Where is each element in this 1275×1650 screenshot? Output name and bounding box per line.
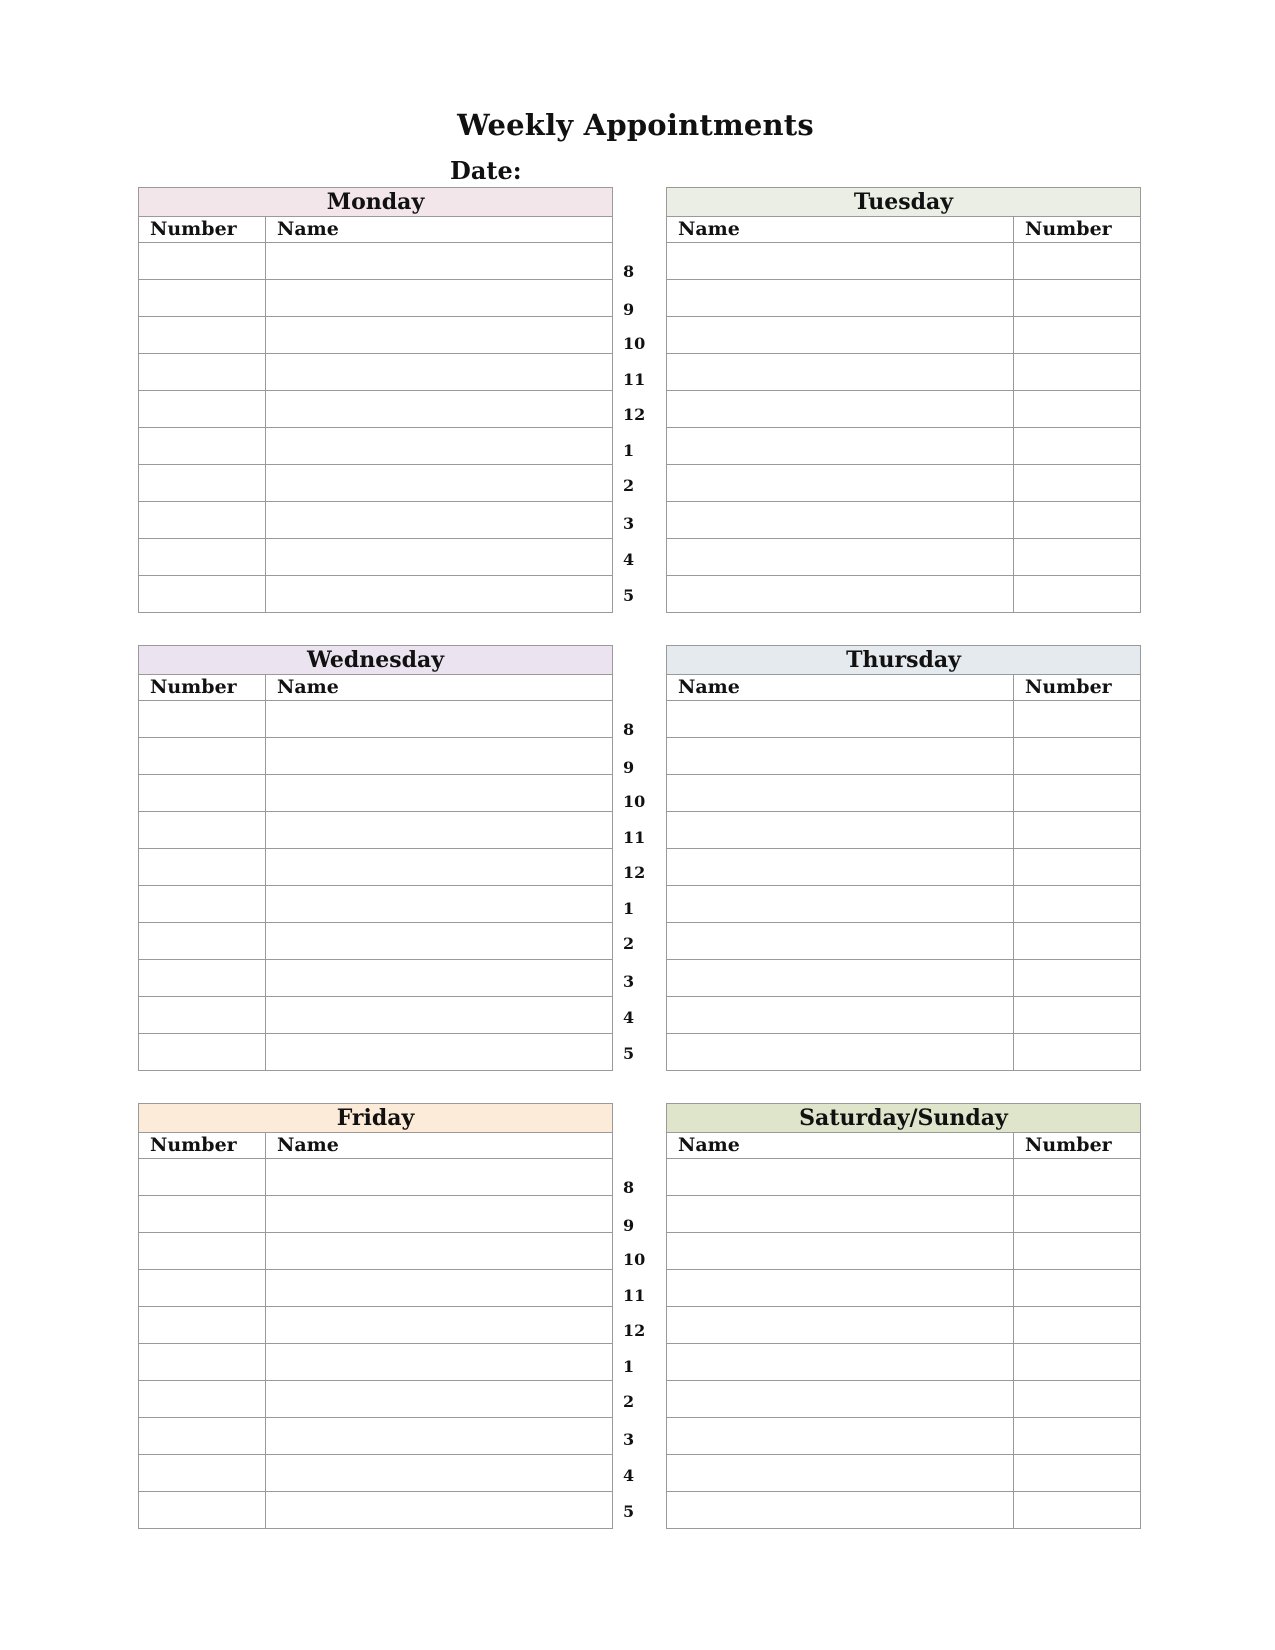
name-cell[interactable] [667,317,1014,354]
name-cell[interactable] [266,576,613,613]
appointment-row [667,502,1141,539]
appointment-row [139,923,613,960]
name-cell[interactable] [266,886,613,923]
name-cell[interactable] [667,1418,1014,1455]
time-slot-label: 5 [623,586,635,605]
number-cell[interactable] [1014,1196,1141,1233]
number-cell[interactable] [1014,465,1141,502]
appointment-row [667,923,1141,960]
number-cell[interactable] [139,812,266,849]
appointment-row [139,576,613,613]
number-cell[interactable] [1014,1159,1141,1196]
name-cell[interactable] [266,465,613,502]
name-cell[interactable] [667,280,1014,317]
number-cell[interactable] [1014,280,1141,317]
name-cell[interactable] [266,1307,613,1344]
column-header-number: Number [1014,675,1141,701]
appointment-row [667,243,1141,280]
appointment-row [667,354,1141,391]
name-cell[interactable] [266,243,613,280]
name-cell[interactable] [667,1196,1014,1233]
appointment-row [667,428,1141,465]
time-slot-label: 12 [623,1321,646,1340]
appointment-row [139,1418,613,1455]
appointment-row [139,317,613,354]
appointment-row [139,539,613,576]
appointment-row [139,1270,613,1307]
time-slot-label: 11 [623,370,646,389]
name-cell[interactable] [266,317,613,354]
name-cell[interactable] [667,243,1014,280]
appointment-row [139,1196,613,1233]
number-cell[interactable] [139,576,266,613]
appointment-row [667,775,1141,812]
name-cell[interactable] [266,1270,613,1307]
number-cell[interactable] [139,539,266,576]
appointment-row [667,701,1141,738]
name-cell[interactable] [266,738,613,775]
time-slot-label: 10 [623,1250,646,1269]
page-title-text: Weekly Appointments [457,108,814,142]
appointment-row [667,812,1141,849]
name-cell[interactable] [667,886,1014,923]
column-header-name: Name [266,217,613,243]
name-cell[interactable] [266,1233,613,1270]
number-cell[interactable] [139,502,266,539]
appointment-row [139,738,613,775]
appointment-row [139,812,613,849]
appointment-row [139,886,613,923]
time-slot-label: 2 [623,1392,635,1411]
number-cell[interactable] [1014,1418,1141,1455]
name-cell[interactable] [667,775,1014,812]
number-cell[interactable] [1014,1455,1141,1492]
name-cell[interactable] [667,576,1014,613]
name-cell[interactable] [266,1381,613,1418]
number-cell[interactable] [1014,576,1141,613]
time-slot-label: 9 [623,300,635,319]
time-slot-label: 8 [623,262,635,281]
name-cell[interactable] [667,1034,1014,1071]
number-cell[interactable] [139,1196,266,1233]
number-cell[interactable] [139,1381,266,1418]
name-cell[interactable] [266,923,613,960]
name-cell[interactable] [266,354,613,391]
appointment-row [667,997,1141,1034]
time-slot-label: 1 [623,899,635,918]
appointment-row [139,1492,613,1529]
day-header-thursday: Thursday [667,646,1141,675]
number-cell[interactable] [139,701,266,738]
number-cell[interactable] [1014,243,1141,280]
number-cell[interactable] [139,775,266,812]
day-table-friday [138,1103,613,1529]
appointment-row [667,1307,1141,1344]
number-cell[interactable] [1014,502,1141,539]
appointment-row [667,1196,1141,1233]
appointment-row [667,1233,1141,1270]
appointment-row [139,1455,613,1492]
number-cell[interactable] [139,354,266,391]
number-cell[interactable] [139,886,266,923]
day-table-wednesday [138,645,613,1071]
number-cell[interactable] [139,1344,266,1381]
name-cell[interactable] [266,280,613,317]
day-header-wednesday: Wednesday [139,646,613,675]
day-table-saturday-sunday [666,1103,1141,1529]
column-header-name: Name [266,675,613,701]
number-cell[interactable] [1014,1492,1141,1529]
number-cell[interactable] [139,391,266,428]
name-cell[interactable] [667,812,1014,849]
appointment-row [139,960,613,997]
appointment-row [139,280,613,317]
number-cell[interactable] [139,1159,266,1196]
appointment-row [139,701,613,738]
number-cell[interactable] [1014,1270,1141,1307]
day-header-saturday-sunday: Saturday/Sunday [667,1104,1141,1133]
name-cell[interactable] [266,997,613,1034]
number-cell[interactable] [139,997,266,1034]
number-cell[interactable] [139,1492,266,1529]
number-cell[interactable] [139,849,266,886]
number-cell[interactable] [1014,701,1141,738]
appointment-row [667,280,1141,317]
appointment-row [667,1455,1141,1492]
day-header-monday: Monday [139,188,613,217]
name-cell[interactable] [266,1159,613,1196]
number-cell[interactable] [1014,539,1141,576]
column-header-number: Number [139,217,266,243]
appointment-row [667,391,1141,428]
appointment-row [667,317,1141,354]
appointment-row [139,1034,613,1071]
number-cell[interactable] [139,1418,266,1455]
name-cell[interactable] [266,1034,613,1071]
appointment-row [667,1381,1141,1418]
column-header-number: Number [1014,1133,1141,1159]
time-slot-label: 4 [623,1008,635,1027]
day-table-monday [138,187,613,613]
appointment-row [139,502,613,539]
number-cell[interactable] [1014,391,1141,428]
name-cell[interactable] [667,1455,1014,1492]
name-cell[interactable] [266,428,613,465]
appointment-row [667,1270,1141,1307]
time-slot-label: 4 [623,1466,635,1485]
time-slot-label: 3 [623,1430,635,1449]
name-cell[interactable] [266,1418,613,1455]
time-slot-label: 12 [623,863,646,882]
appointment-row [139,243,613,280]
number-cell[interactable] [139,960,266,997]
number-cell[interactable] [139,428,266,465]
time-slot-label: 4 [623,550,635,569]
number-cell[interactable] [1014,775,1141,812]
name-cell[interactable] [266,391,613,428]
name-cell[interactable] [667,1381,1014,1418]
appointment-row [667,1418,1141,1455]
name-cell[interactable] [266,502,613,539]
name-cell[interactable] [667,960,1014,997]
name-cell[interactable] [667,997,1014,1034]
name-cell[interactable] [667,738,1014,775]
name-cell[interactable] [667,428,1014,465]
number-cell[interactable] [139,1233,266,1270]
appointment-row [139,775,613,812]
number-cell[interactable] [139,1307,266,1344]
name-cell[interactable] [667,1307,1014,1344]
name-cell[interactable] [667,1270,1014,1307]
name-cell[interactable] [667,701,1014,738]
number-cell[interactable] [139,465,266,502]
number-cell[interactable] [139,1034,266,1071]
name-cell[interactable] [266,849,613,886]
time-slot-label: 10 [623,334,646,353]
column-header-name: Name [667,1133,1014,1159]
page-title [0,108,1275,142]
number-cell[interactable] [1014,849,1141,886]
time-slot-label: 3 [623,972,635,991]
name-cell[interactable] [667,391,1014,428]
name-cell[interactable] [266,775,613,812]
number-cell[interactable] [1014,428,1141,465]
number-cell[interactable] [139,1455,266,1492]
column-header-name: Name [266,1133,613,1159]
number-cell[interactable] [1014,997,1141,1034]
appointment-row [139,1307,613,1344]
name-cell[interactable] [266,812,613,849]
number-cell[interactable] [1014,354,1141,391]
day-header-tuesday: Tuesday [667,188,1141,217]
time-slot-label: 9 [623,758,635,777]
number-cell[interactable] [139,1270,266,1307]
number-cell[interactable] [139,923,266,960]
appointment-row [139,1159,613,1196]
name-cell[interactable] [667,354,1014,391]
name-cell[interactable] [667,1492,1014,1529]
day-table-tuesday [666,187,1141,613]
appointment-row [139,849,613,886]
number-cell[interactable] [1014,738,1141,775]
column-header-name: Name [667,217,1014,243]
number-cell[interactable] [139,317,266,354]
appointment-row [139,1381,613,1418]
time-slot-label: 5 [623,1044,635,1063]
appointment-row [139,1344,613,1381]
time-slot-label: 2 [623,476,635,495]
number-cell[interactable] [1014,1381,1141,1418]
name-cell[interactable] [667,502,1014,539]
time-slot-label: 5 [623,1502,635,1521]
number-cell[interactable] [1014,1233,1141,1270]
number-cell[interactable] [1014,812,1141,849]
time-slot-label: 11 [623,828,646,847]
appointment-row [667,1492,1141,1529]
time-slot-label: 3 [623,514,635,533]
appointment-row [139,354,613,391]
number-cell[interactable] [1014,886,1141,923]
day-header-friday: Friday [139,1104,613,1133]
name-cell[interactable] [667,849,1014,886]
time-slot-label: 10 [623,792,646,811]
appointment-row [667,849,1141,886]
number-cell[interactable] [1014,1344,1141,1381]
day-table-thursday [666,645,1141,1071]
number-cell[interactable] [1014,1034,1141,1071]
appointment-row [667,1034,1141,1071]
time-slot-label: 8 [623,1178,635,1197]
name-cell[interactable] [266,1344,613,1381]
name-cell[interactable] [667,539,1014,576]
appointment-row [139,465,613,502]
date-label: Date: [450,156,522,185]
name-cell[interactable] [667,1344,1014,1381]
column-header-number: Number [139,675,266,701]
name-cell[interactable] [667,1233,1014,1270]
appointment-row [667,960,1141,997]
appointment-row [139,428,613,465]
appointment-row [667,539,1141,576]
column-header-number: Number [139,1133,266,1159]
name-cell[interactable] [266,1492,613,1529]
time-slot-label: 1 [623,441,635,460]
name-cell[interactable] [667,1159,1014,1196]
column-header-name: Name [667,675,1014,701]
appointment-row [667,465,1141,502]
number-cell[interactable] [1014,923,1141,960]
name-cell[interactable] [266,960,613,997]
number-cell[interactable] [1014,317,1141,354]
name-cell[interactable] [266,539,613,576]
time-slot-label: 2 [623,934,635,953]
time-slot-label: 11 [623,1286,646,1305]
time-slot-label: 9 [623,1216,635,1235]
time-slot-label: 12 [623,405,646,424]
appointment-row [667,1344,1141,1381]
appointment-row [139,1233,613,1270]
number-cell[interactable] [1014,960,1141,997]
appointment-row [139,997,613,1034]
name-cell[interactable] [266,1196,613,1233]
appointment-row [667,738,1141,775]
name-cell[interactable] [266,701,613,738]
name-cell[interactable] [266,1455,613,1492]
column-header-number: Number [1014,217,1141,243]
time-slot-label: 8 [623,720,635,739]
appointment-row [667,576,1141,613]
number-cell[interactable] [139,738,266,775]
number-cell[interactable] [139,280,266,317]
appointment-row [667,886,1141,923]
number-cell[interactable] [1014,1307,1141,1344]
number-cell[interactable] [139,243,266,280]
appointment-row [139,391,613,428]
appointment-row [667,1159,1141,1196]
time-slot-label: 1 [623,1357,635,1376]
name-cell[interactable] [667,465,1014,502]
name-cell[interactable] [667,923,1014,960]
